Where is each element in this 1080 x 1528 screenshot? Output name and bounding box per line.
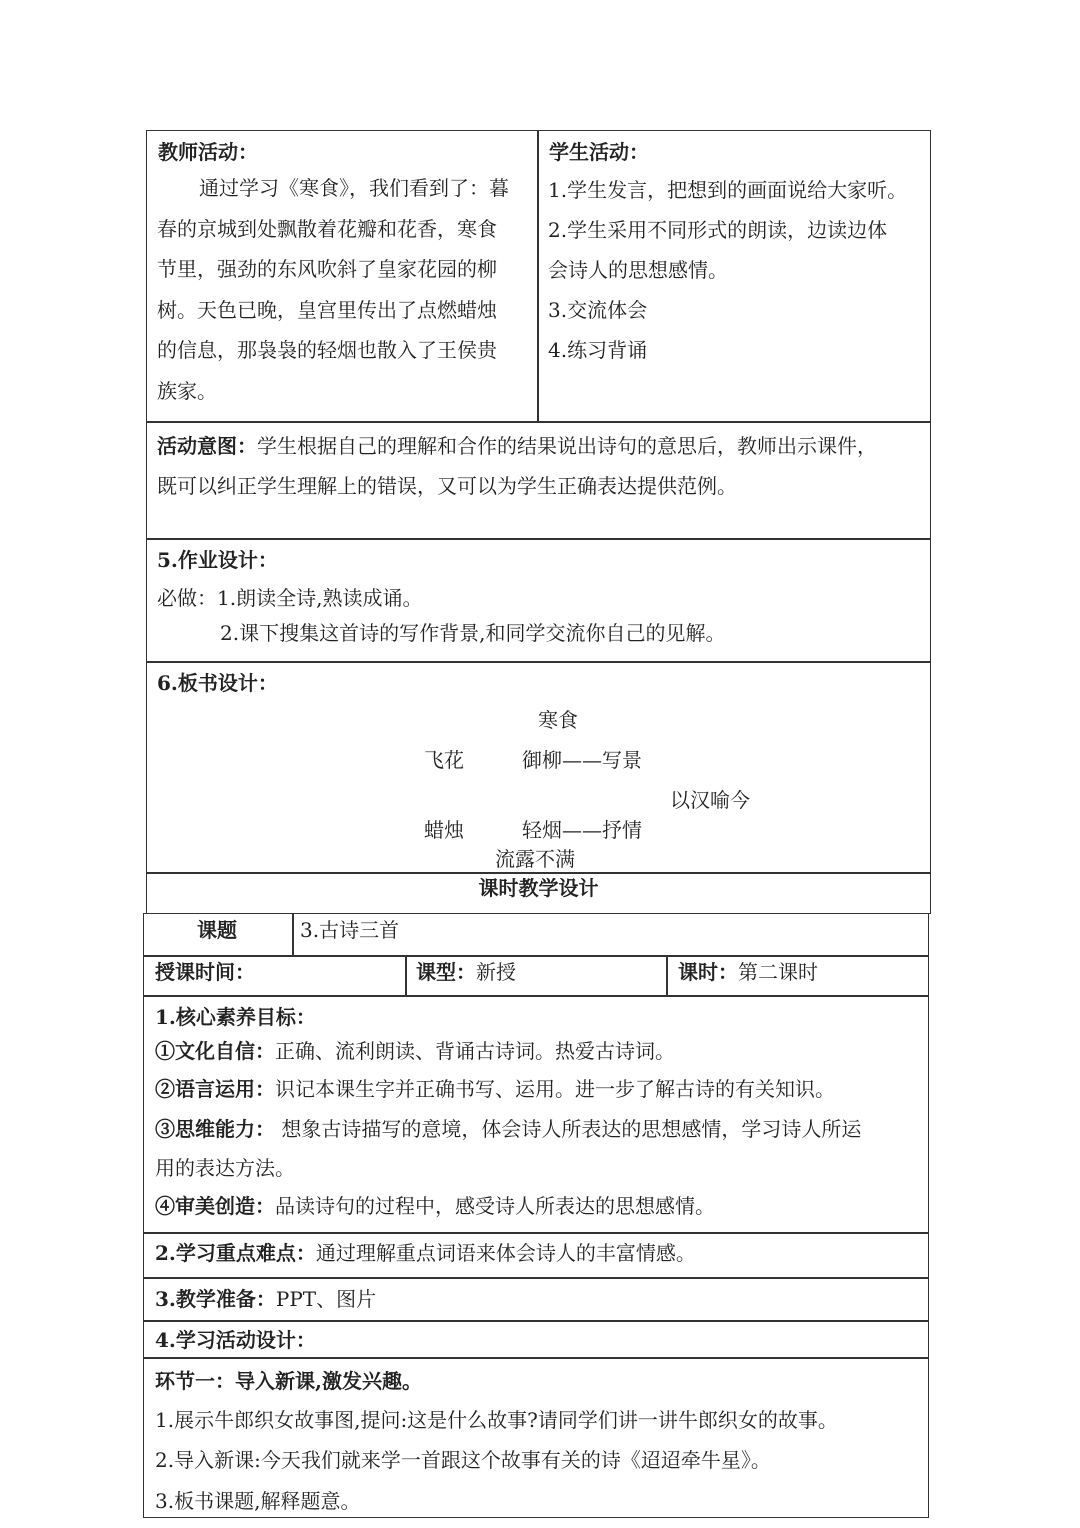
step-line: 3.板书课题,解释题意。 [155, 1489, 361, 1513]
board-text: 飞花 [424, 748, 464, 772]
lesson-type: 课型：新授 [416, 960, 516, 984]
topic-label: 课题 [197, 918, 237, 942]
teacher-activity-text: 通过学习《寒食》，我们看到了：暮 春的京城到处飘散着花瓣和花香，寒食 节里，强劲的东风吹斜了皇家花园的柳 树。天色已晚，皇宫里传出了点燃蜡烛 的信息，那袅袅的轻烟也散入了王侯贵 族家。 [157, 176, 509, 403]
divider [143, 955, 929, 957]
board-text: 以汉喻今 [670, 788, 750, 812]
goal-item: ③思维能力： 想象古诗描写的意境，体会诗人所表达的思想感情，学习诗人所运 [155, 1117, 862, 1141]
board-text: 轻烟——抒情 [522, 818, 642, 842]
student-activity-heading: 学生活动： [549, 140, 649, 164]
key-points: 2.学习重点难点：通过理解重点词语来体会诗人的丰富情感。 [155, 1241, 696, 1265]
student-activity-text: 1.学生发言，把想到的画面说给大家听。 2.学生采用不同形式的朗读，边读边体 会诗人的思想感情。 3.交流体会 4.练习背诵 [548, 178, 908, 362]
step-line: 1.展示牛郎织女故事图,提问:这是什么故事?请同学们讲一讲牛郎织女的故事。 [155, 1408, 838, 1432]
divider [146, 661, 931, 663]
lesson-period: 课时：第二课时 [678, 960, 818, 984]
goal-item: ①文化自信：正确、流利朗读、背诵古诗词。热爱古诗词。 [155, 1039, 675, 1063]
activity-design-heading: 4.学习活动设计： [155, 1328, 316, 1352]
activity-intent: 活动意图：学生根据自己的理解和合作的结果说出诗句的意思后，教师出示课件， [157, 434, 877, 458]
goal-item: ④审美创造：品读诗句的过程中，感受诗人所表达的思想感情。 [155, 1194, 715, 1218]
activity-intent-line2: 既可以纠正学生理解上的错误，又可以为学生正确表达提供范例。 [157, 474, 737, 498]
board-text: 流露不满 [495, 847, 575, 871]
step-heading: 环节一：导入新课,激发兴趣。 [155, 1369, 422, 1393]
section-title: 课时教学设计 [478, 876, 599, 900]
topic-value: 3.古诗三首 [300, 918, 400, 942]
board-title: 寒食 [538, 708, 578, 732]
board-text: 蜡烛 [424, 818, 464, 842]
homework-line: 必做：1.朗读全诗,熟读成诵。 [157, 586, 423, 610]
board-design-heading: 6.板书设计： [157, 671, 278, 695]
homework-heading: 5.作业设计： [157, 548, 278, 572]
divider [143, 1357, 929, 1359]
divider [143, 1277, 929, 1279]
goals-heading: 1.核心素养目标： [155, 1005, 316, 1029]
goal-item-cont: 用的表达方法。 [155, 1156, 295, 1180]
time-label: 授课时间： [155, 960, 255, 984]
divider [143, 1320, 929, 1322]
divider [146, 421, 931, 423]
divider [292, 913, 294, 956]
divider [405, 955, 407, 996]
divider [666, 955, 668, 996]
divider [146, 872, 931, 874]
divider [146, 538, 931, 540]
divider [143, 995, 929, 997]
teacher-activity-heading: 教师活动： [158, 140, 258, 164]
board-text: 御柳——写景 [522, 748, 642, 772]
divider [537, 130, 539, 422]
step-line: 2.导入新课:今天我们就来学一首跟这个故事有关的诗《迢迢牵牛星》。 [155, 1448, 771, 1472]
goal-item: ②语言运用：识记本课生字并正确书写、运用。进一步了解古诗的有关知识。 [155, 1077, 835, 1101]
teaching-prep: 3.教学准备：PPT、图片 [155, 1287, 377, 1311]
divider [143, 1232, 929, 1234]
homework-line: 2.课下搜集这首诗的写作背景,和同学交流你自己的见解。 [220, 621, 726, 645]
